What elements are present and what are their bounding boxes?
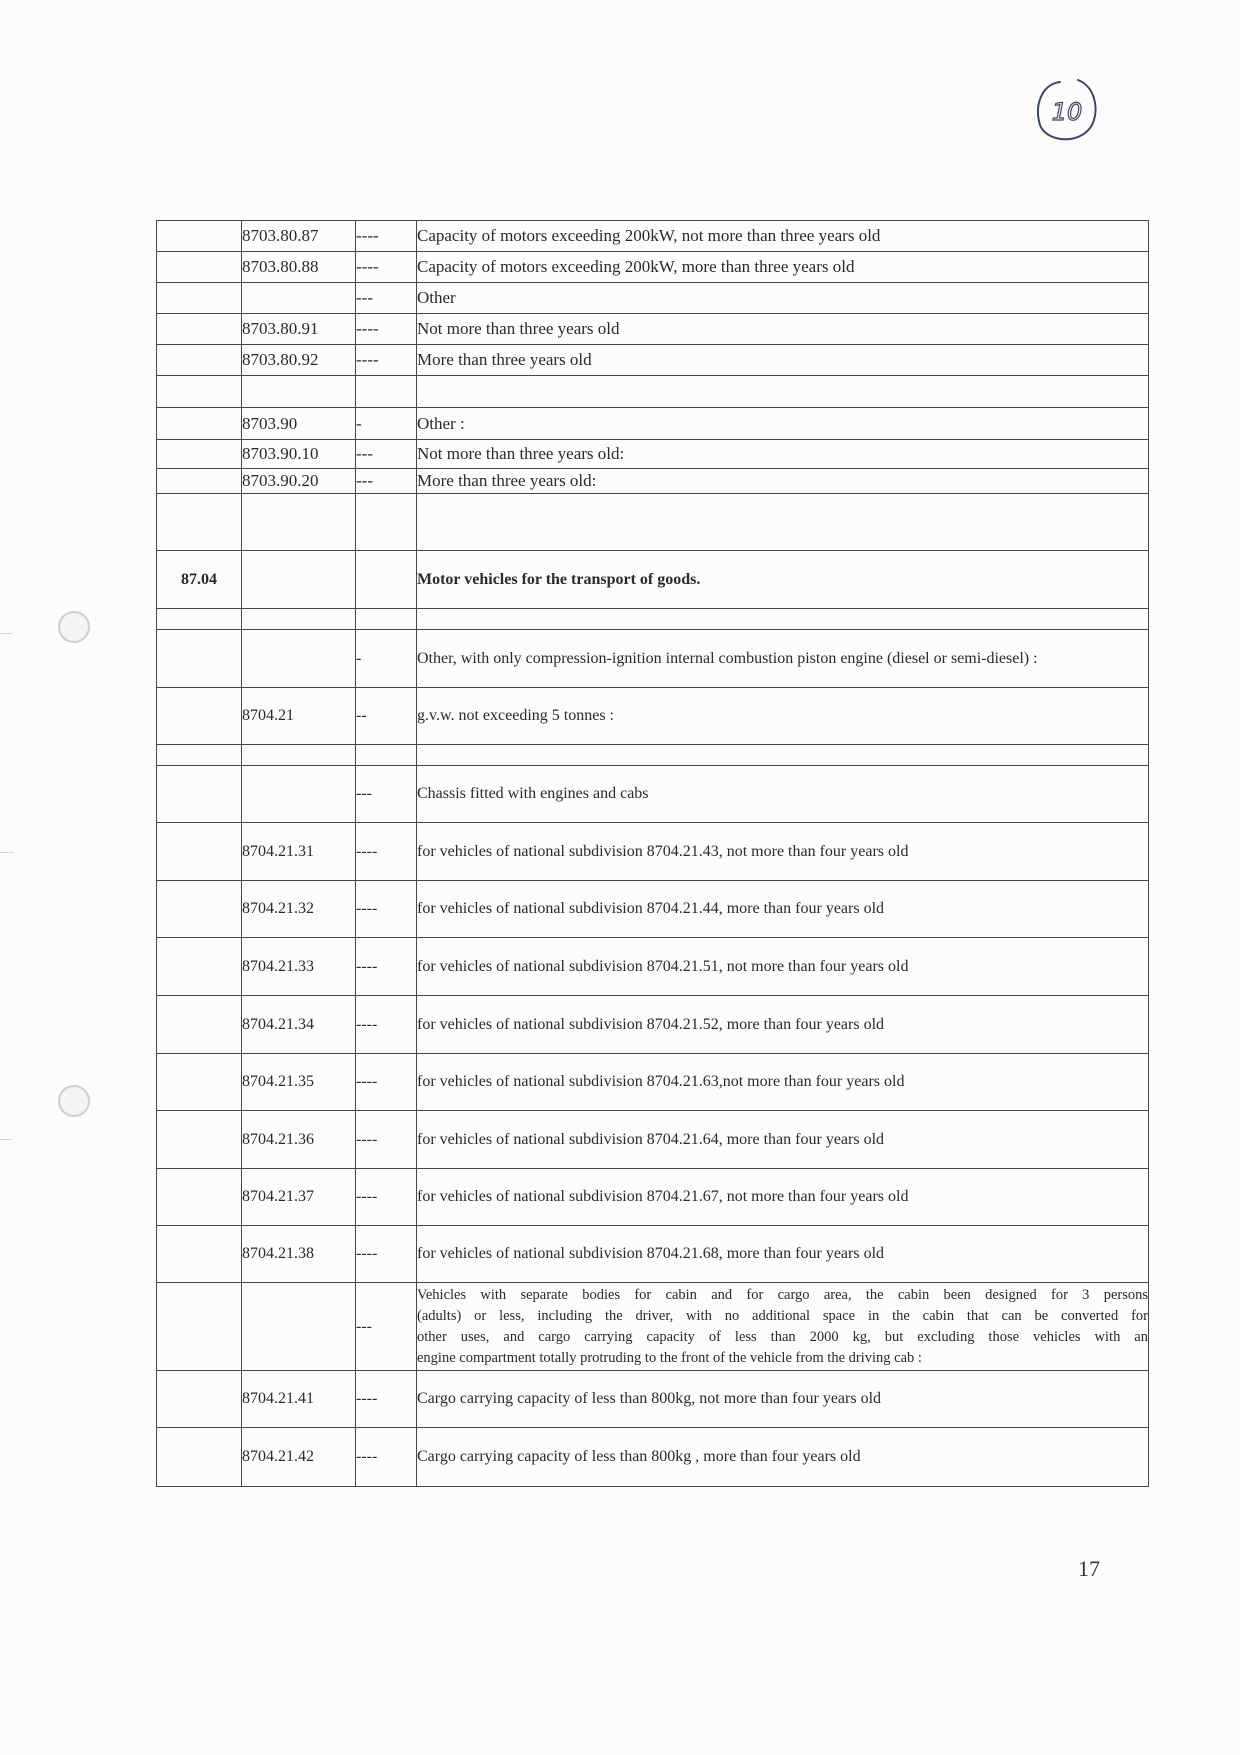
dash-cell: ----	[356, 938, 417, 996]
heading-cell	[157, 630, 242, 688]
blank-row	[157, 609, 1149, 630]
code-cell: 8703.80.92	[242, 345, 356, 376]
empty-cell	[157, 376, 242, 408]
description-cell: for vehicles of national subdivision 8704.21.51, not more than four years old	[417, 938, 1149, 996]
heading-cell	[157, 440, 242, 469]
description-cell: for vehicles of national subdivision 8704.21.64, more than four years old	[417, 1111, 1149, 1169]
dash-cell: ----	[356, 252, 417, 283]
table-row	[157, 766, 1149, 823]
code-cell: 8703.90	[242, 408, 356, 440]
heading-cell	[157, 1111, 242, 1169]
heading-cell	[157, 1169, 242, 1226]
dash-cell: ----	[356, 996, 417, 1054]
code-cell: 8704.21.35	[242, 1054, 356, 1111]
empty-cell	[417, 609, 1149, 630]
code-cell: 8704.21.36	[242, 1111, 356, 1169]
tariff-table	[156, 220, 1149, 1487]
code-cell: 8704.21.37	[242, 1169, 356, 1226]
dash-cell: ---	[356, 1283, 417, 1371]
description-line: other uses, and cargo carrying capacity of less than 2000 kg, but excluding those vehicles with an	[417, 1328, 1148, 1345]
code-cell: 8704.21.34	[242, 996, 356, 1054]
heading-cell	[157, 1226, 242, 1283]
dash-cell: ----	[356, 1111, 417, 1169]
empty-cell	[417, 376, 1149, 408]
empty-cell	[242, 376, 356, 408]
description-cell: Other, with only compression-ignition internal combustion piston engine (diesel or semi-diesel) :	[417, 630, 1149, 688]
code-cell	[242, 283, 356, 314]
handwritten-number: 10	[1051, 98, 1083, 126]
description-cell: More than three years old	[417, 345, 1149, 376]
heading-cell	[157, 881, 242, 938]
heading-description: Motor vehicles for the transport of goods.	[417, 551, 1149, 609]
heading-cell	[157, 408, 242, 440]
description-cell	[417, 1283, 1149, 1371]
table-row	[157, 345, 1149, 376]
dash-cell: ----	[356, 345, 417, 376]
code-cell	[242, 1283, 356, 1371]
dash-cell: ----	[356, 221, 417, 252]
empty-cell	[417, 494, 1149, 551]
dash-cell: ----	[356, 881, 417, 938]
code-cell: 8704.21.42	[242, 1428, 356, 1487]
scan-edge-mark	[0, 852, 14, 853]
dash-cell: ----	[356, 1226, 417, 1283]
code-cell: 8703.80.91	[242, 314, 356, 345]
empty-cell	[417, 745, 1149, 766]
table-row	[157, 823, 1149, 881]
table-row	[157, 314, 1149, 345]
dash-cell: -	[356, 630, 417, 688]
table-row	[157, 630, 1149, 688]
dash-cell: --	[356, 688, 417, 745]
heading-cell	[157, 314, 242, 345]
table-row	[157, 1428, 1149, 1487]
empty-cell	[242, 609, 356, 630]
description-line: engine compartment totally protruding to the front of the vehicle from the driving cab :	[417, 1349, 922, 1366]
description-cell: for vehicles of national subdivision 8704.21.67, not more than four years old	[417, 1169, 1149, 1226]
heading-cell	[157, 1283, 242, 1371]
blank-row	[157, 376, 1149, 408]
table-row	[157, 408, 1149, 440]
table-row	[157, 440, 1149, 469]
heading-cell	[157, 345, 242, 376]
heading-cell	[157, 823, 242, 881]
heading-cell	[157, 996, 242, 1054]
table-row	[157, 881, 1149, 938]
heading-cell	[157, 252, 242, 283]
code-cell: 8703.80.87	[242, 221, 356, 252]
description-cell: for vehicles of national subdivision 8704.21.63,not more than four years old	[417, 1054, 1149, 1111]
table-row	[157, 1283, 1149, 1371]
heading-cell	[157, 766, 242, 823]
empty-cell	[157, 745, 242, 766]
code-cell: 8704.21.38	[242, 1226, 356, 1283]
dash-cell: ---	[356, 440, 417, 469]
dash-cell: ----	[356, 314, 417, 345]
code-cell: 8703.90.20	[242, 469, 356, 494]
table-row	[157, 221, 1149, 252]
heading-row	[157, 551, 1149, 609]
heading-cell	[157, 1428, 242, 1487]
empty-cell	[242, 745, 356, 766]
description-cell: Chassis fitted with engines and cabs	[417, 766, 1149, 823]
description-cell: Capacity of motors exceeding 200kW, not more than three years old	[417, 221, 1149, 252]
description-cell: Other :	[417, 408, 1149, 440]
table-row	[157, 1111, 1149, 1169]
description-cell: Capacity of motors exceeding 200kW, more than three years old	[417, 252, 1149, 283]
dash-cell: ---	[356, 766, 417, 823]
description-cell: Not more than three years old	[417, 314, 1149, 345]
scan-edge-mark	[0, 1139, 12, 1140]
scan-edge-mark	[0, 633, 12, 634]
table-row	[157, 1169, 1149, 1226]
code-cell: 8703.80.88	[242, 252, 356, 283]
blank-row	[157, 494, 1149, 551]
code-cell: 8704.21.32	[242, 881, 356, 938]
empty-cell	[356, 494, 417, 551]
dash-cell: ----	[356, 823, 417, 881]
empty-cell	[157, 609, 242, 630]
description-cell: for vehicles of national subdivision 8704.21.68, more than four years old	[417, 1226, 1149, 1283]
description-cell: Cargo carrying capacity of less than 800kg , more than four years old	[417, 1428, 1149, 1487]
code-cell: 8703.90.10	[242, 440, 356, 469]
code-cell: 8704.21	[242, 688, 356, 745]
description-cell: More than three years old:	[417, 469, 1149, 494]
code-cell: 8704.21.41	[242, 1371, 356, 1428]
heading-cell	[157, 469, 242, 494]
table-row	[157, 688, 1149, 745]
page-number: 17	[1078, 1556, 1100, 1581]
code-cell: 8704.21.33	[242, 938, 356, 996]
code-cell: 8704.21.31	[242, 823, 356, 881]
table-row	[157, 938, 1149, 996]
description-cell: for vehicles of national subdivision 8704.21.52, more than four years old	[417, 996, 1149, 1054]
dash-cell: ----	[356, 1169, 417, 1226]
dash-cell: ---	[356, 469, 417, 494]
punch-hole	[58, 611, 90, 643]
empty-cell	[356, 745, 417, 766]
code-cell	[242, 630, 356, 688]
description-cell: Not more than three years old:	[417, 440, 1149, 469]
description-line: (adults) or less, including the driver, with no additional space in the cabin that can be converted for	[417, 1307, 1148, 1324]
empty-cell	[157, 494, 242, 551]
heading-number: 87.04	[157, 551, 242, 609]
dash-cell: ----	[356, 1428, 417, 1487]
heading-cell	[157, 1054, 242, 1111]
table-row	[157, 469, 1149, 494]
heading-cell	[157, 938, 242, 996]
table-row	[157, 996, 1149, 1054]
empty-cell	[242, 494, 356, 551]
handwritten-circled-number	[1020, 70, 1120, 160]
empty-cell	[356, 376, 417, 408]
heading-cell	[157, 1371, 242, 1428]
description-cell: Other	[417, 283, 1149, 314]
punch-hole	[58, 1085, 90, 1117]
description-cell: for vehicles of national subdivision 8704.21.44, more than four years old	[417, 881, 1149, 938]
table-row	[157, 252, 1149, 283]
dash-cell: ---	[356, 283, 417, 314]
heading-cell	[157, 221, 242, 252]
empty-cell	[356, 609, 417, 630]
description-cell: Cargo carrying capacity of less than 800kg, not more than four years old	[417, 1371, 1149, 1428]
table-row	[157, 1226, 1149, 1283]
table-row	[157, 283, 1149, 314]
dash-cell: -	[356, 408, 417, 440]
description-cell: for vehicles of national subdivision 8704.21.43, not more than four years old	[417, 823, 1149, 881]
code-cell	[242, 551, 356, 609]
table-row	[157, 1054, 1149, 1111]
description-cell: g.v.w. not exceeding 5 tonnes :	[417, 688, 1149, 745]
dash-cell: ----	[356, 1054, 417, 1111]
table-row	[157, 1371, 1149, 1428]
dash-cell	[356, 551, 417, 609]
description-line: Vehicles with separate bodies for cabin and for cargo area, the cabin been designed for 3 persons	[417, 1286, 1148, 1303]
heading-cell	[157, 283, 242, 314]
heading-cell	[157, 688, 242, 745]
blank-row	[157, 745, 1149, 766]
dash-cell: ----	[356, 1371, 417, 1428]
code-cell	[242, 766, 356, 823]
